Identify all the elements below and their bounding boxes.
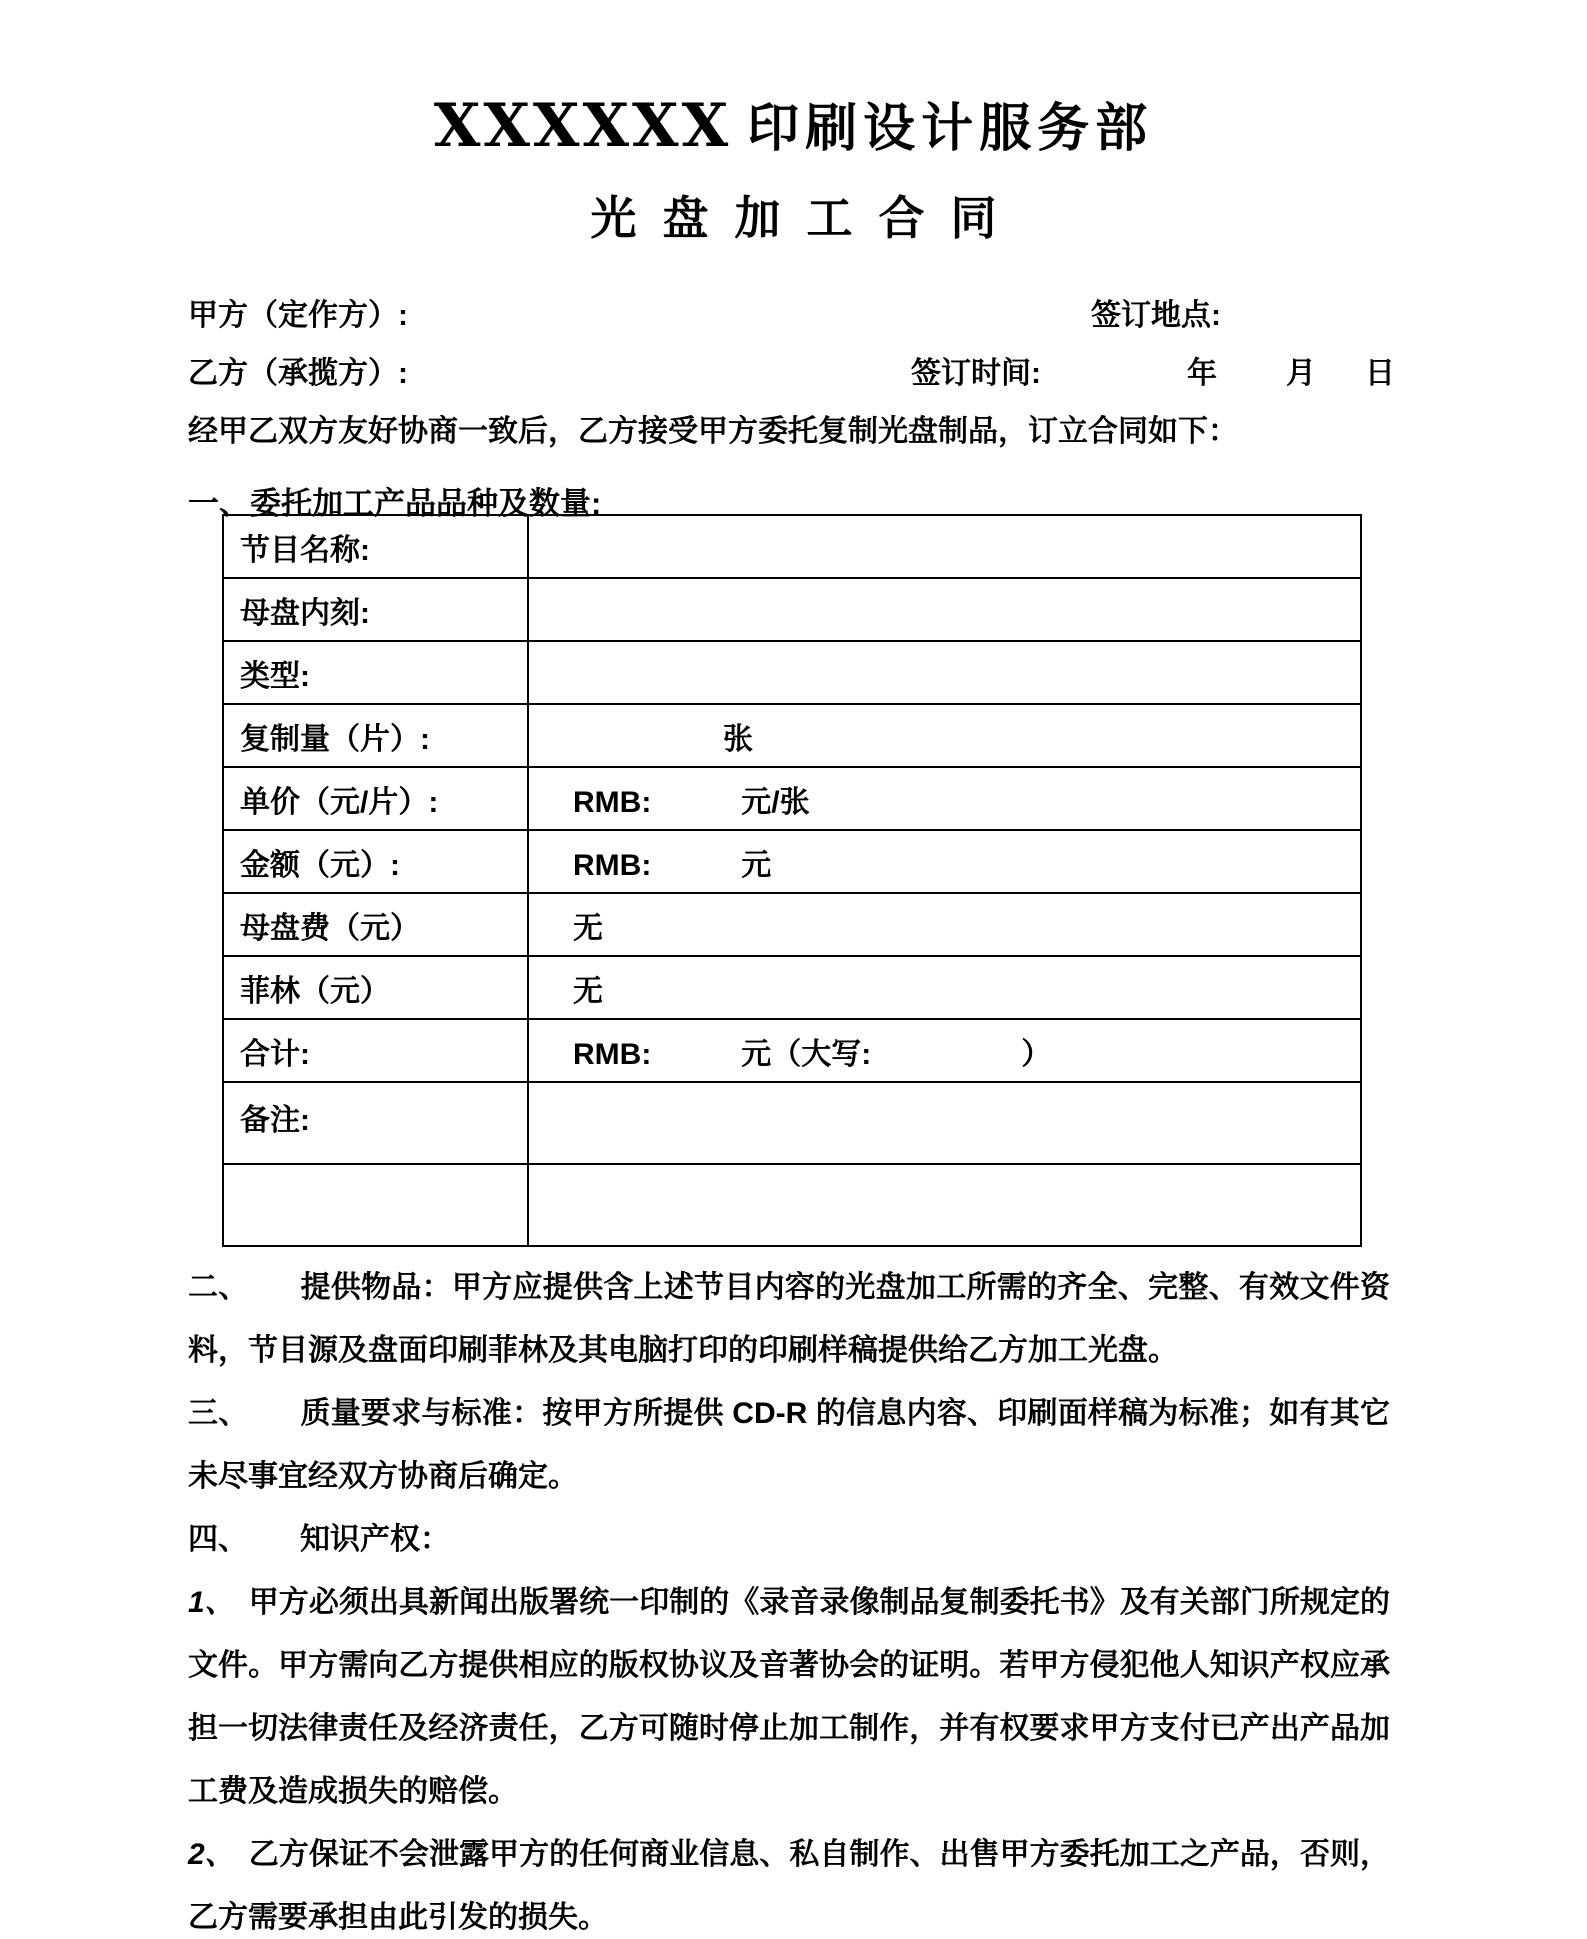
section-title: 提供物品：	[300, 1271, 452, 1304]
day-label: 日	[1365, 357, 1395, 390]
item-number: 1、	[188, 1586, 235, 1619]
row-value-cell[interactable]	[528, 578, 1361, 641]
row-label-cell: 节目名称:	[223, 515, 528, 578]
section-number: 四、	[188, 1523, 248, 1556]
row-value-cell[interactable]: 无	[528, 956, 1361, 1019]
item-paragraph-2	[188, 1823, 1390, 1939]
row-label-cell	[223, 1164, 528, 1246]
row-label-cell: 金额（元）:	[223, 830, 528, 893]
table-row-copy-quantity	[223, 704, 1361, 767]
contract-clauses	[188, 1256, 1390, 1939]
table-row-unit-price	[223, 767, 1361, 830]
item-number: 2、	[188, 1838, 235, 1871]
row-label-cell: 菲林（元）	[223, 956, 528, 1019]
table-row-master-engrave	[223, 578, 1361, 641]
sign-place-label: 签订地点:	[1091, 299, 1221, 332]
row-label-cell: 单价（元/片）:	[223, 767, 528, 830]
party-b-label: 乙方（承揽方）:	[188, 357, 408, 390]
item-paragraph-1	[188, 1571, 1390, 1823]
row-label-cell: 类型:	[223, 641, 528, 704]
table-row-total	[223, 1019, 1361, 1082]
item-body: 乙方保证不会泄露甲方的任何商业信息、私自制作、出售甲方委托加工之产品，否则，乙方需要承担由此引发的损失。	[188, 1838, 1391, 1934]
row-value-cell[interactable]: 张	[528, 704, 1361, 767]
table-row-remarks	[223, 1082, 1361, 1164]
year-label: 年	[1187, 357, 1217, 390]
row-value-cell[interactable]: RMB: 元（大写: ）	[528, 1019, 1361, 1082]
section-title: 质量要求与标准：	[300, 1397, 543, 1430]
row-value-cell[interactable]	[528, 1082, 1361, 1164]
title-company-cjk: 印刷设计服务部	[747, 98, 1154, 159]
table-row-film	[223, 956, 1361, 1019]
section-body: 甲方应提供含上述节目内容的光盘加工所需的齐全、完整、有效文件资料，节目源及盘面印刷菲林及其电脑打印的印刷样稿提供给乙方加工光盘。	[188, 1271, 1391, 1367]
section-paragraph-3	[188, 1382, 1390, 1508]
table-row-amount	[223, 830, 1361, 893]
document-title	[0, 86, 1587, 161]
document-subtitle: 光盘加工合同	[590, 191, 1023, 245]
section-title: 知识产权：	[300, 1523, 450, 1556]
section-number: 二、	[188, 1271, 249, 1304]
table-row-program-name	[223, 515, 1361, 578]
row-value-cell[interactable]: RMB: 元/张	[528, 767, 1361, 830]
table-row-master-fee	[223, 893, 1361, 956]
sign-time-label: 签订时间:	[911, 357, 1041, 390]
party-a-label: 甲方（定作方）:	[188, 299, 408, 332]
row-value-cell[interactable]	[528, 515, 1361, 578]
party-b-line	[188, 352, 1400, 396]
row-label-cell: 备注:	[223, 1082, 528, 1164]
row-value-cell[interactable]	[528, 641, 1361, 704]
row-label-cell: 合计:	[223, 1019, 528, 1082]
section-paragraph-4	[188, 1508, 1390, 1571]
title-company-latin: XXXXXX	[433, 91, 732, 161]
section-body: 按甲方所提供 CD-R 的信息内容、印刷面样稿为标准；如有其它未尽事宜经双方协商后确定。	[188, 1397, 1391, 1493]
table-row-empty	[223, 1164, 1361, 1246]
row-value-cell[interactable]	[528, 1164, 1361, 1246]
row-value-cell[interactable]: 无	[528, 893, 1361, 956]
section-paragraph-2	[188, 1256, 1390, 1382]
row-label-cell: 母盘费（元）	[223, 893, 528, 956]
section-number: 三、	[188, 1397, 249, 1430]
party-a-line	[188, 294, 1400, 338]
month-label: 月	[1286, 357, 1316, 390]
row-label-cell: 复制量（片）:	[223, 704, 528, 767]
table-row-type	[223, 641, 1361, 704]
item-body: 甲方必须出具新闻出版署统一印制的《录音录像制品复制委托书》及有关部门所规定的文件。甲方需向乙方提供相应的版权协议及音著协会的证明。若甲方侵犯他人知识产权应承担一切法律责任及经济责任，乙方可随时停止加工制作，并有权要求甲方支付已产出产品加工费及造成损失的赔偿。	[188, 1586, 1391, 1808]
row-label-cell: 母盘内刻:	[223, 578, 528, 641]
products-table	[222, 514, 1362, 1247]
row-value-cell[interactable]: RMB: 元	[528, 830, 1361, 893]
section1-heading: 一、委托加工产品品种及数量:	[188, 486, 602, 521]
intro-paragraph: 经甲乙双方友好协商一致后，乙方接受甲方委托复制光盘制品，订立合同如下：	[188, 415, 1238, 448]
